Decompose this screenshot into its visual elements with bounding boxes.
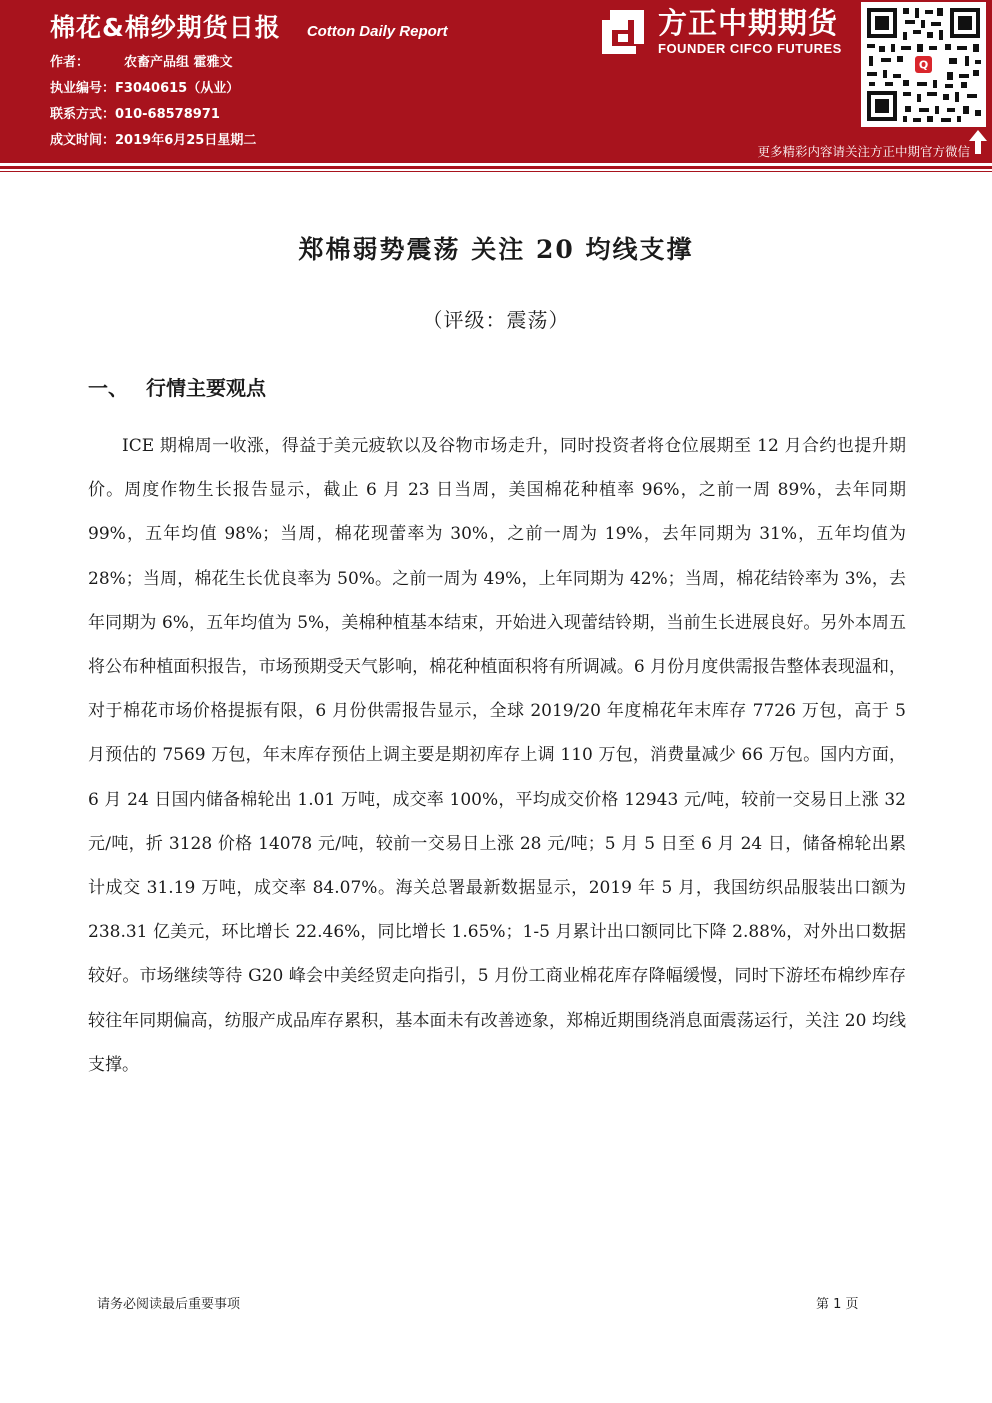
page-number: 第 1 页: [816, 1297, 859, 1312]
logo-name-cn: 方正中期期货: [658, 6, 839, 40]
report-title-en: Cotton Daily Report: [306, 23, 448, 40]
author-info: [50, 54, 256, 158]
logo-name-en: FOUNDER CIFCO FUTURES: [658, 41, 842, 56]
header-divider-thin: [0, 171, 992, 172]
meta-contact: 联系方式： 010-68578971: [50, 107, 220, 122]
report-title-row: [50, 8, 448, 44]
company-logo: [600, 6, 855, 58]
meta-license: 执业编号： F3040615（从业）: [50, 81, 240, 96]
report-title: 棉花&棉纱期货日报: [50, 13, 281, 42]
section-heading: [88, 372, 266, 401]
follow-wechat-text: 更多精彩内容请关注方正中期官方微信: [757, 144, 970, 159]
qr-code-icon: [861, 2, 986, 127]
section-title: 行情主要观点: [146, 376, 266, 400]
footer-notice: 请务必阅读最后重要事项: [97, 1297, 241, 1312]
rating-label: （评级：震荡）: [422, 308, 570, 332]
document-title: 郑棉弱势震荡 关注 20 均线支撑: [298, 235, 694, 264]
meta-date: 成文时间： 2019年6月25日星期二: [50, 133, 257, 148]
header-divider: [0, 166, 992, 169]
arrow-up-icon: [968, 128, 988, 156]
founder-logo-icon: [600, 8, 646, 56]
svg-text:Q: Q: [918, 58, 929, 72]
section-number: 一、: [88, 376, 128, 400]
market-commentary-paragraph: ICE 期棉周一收涨，得益于美元疲软以及谷物市场走升，同时投资者将仓位展期至 12 月合约也提升期价。周度作物生长报告显示，截止 6 月 23 日当周，美国棉花种植率 96%，之前一周 89%，去年同期 99%，五年均值 98%；当周，棉花现蕾率为 30%，之前一周为 19%，去年同期为 31%，五年均值为 28%；当周，棉花生长优良率为 50%。之前一周为 49%，上年同期为 42%；当周，棉花结铃率为 3%，去年同期为 6%，五年均值为 5%，美棉种植基本结束，开始进入现蕾结铃期，当前生长进展良好。另外本周五将公布种植面积报告，市场预期受天气影响，棉花种植面积将有所调减。6 月份月度供需报告整体表现温和，对于棉花市场价格提振有限，6 月份供需报告显示，全球 2019/20 年度棉花年末库存 7726 万包，高于 5 月预估的 7569 万包，年末库存预估上调主要是期初库存上调 110 万包，消费量减少 66 万包。国内方面，6 月 24 日国内储备棉轮出 1.01 万吨，成交率 100%，平均成交价格 12943 元/吨，较前一交易日上涨 32 元/吨，折 3128 价格 14078 元/吨，较前一交易日上涨 28 元/吨；5 月 5 日至 6 月 24 日，储备棉轮出累计成交 31.19 万吨，成交率 84.07%。海关总署最新数据显示，2019 年 5 月，我国纺织品服装出口额为 238.31 亿美元，环比增长 22.46%，同比增长 1.65%；1-5 月累计出口额同比下降 2.88%，对外出口数据较好。市场继续等待 G20 峰会中美经贸走向指引，5 月份工商业棉花库存降幅缓慢，同时下游坯布棉纱库存较往年同期偏高，纺服产成品库存累积，基本面未有改善迹象，郑棉近期围绕消息面震荡运行，关注 20 均线支撑。: [88, 436, 906, 1075]
meta-author: 作者： 农畜产品组 霍雅文: [50, 55, 233, 70]
report-header: [0, 0, 992, 163]
